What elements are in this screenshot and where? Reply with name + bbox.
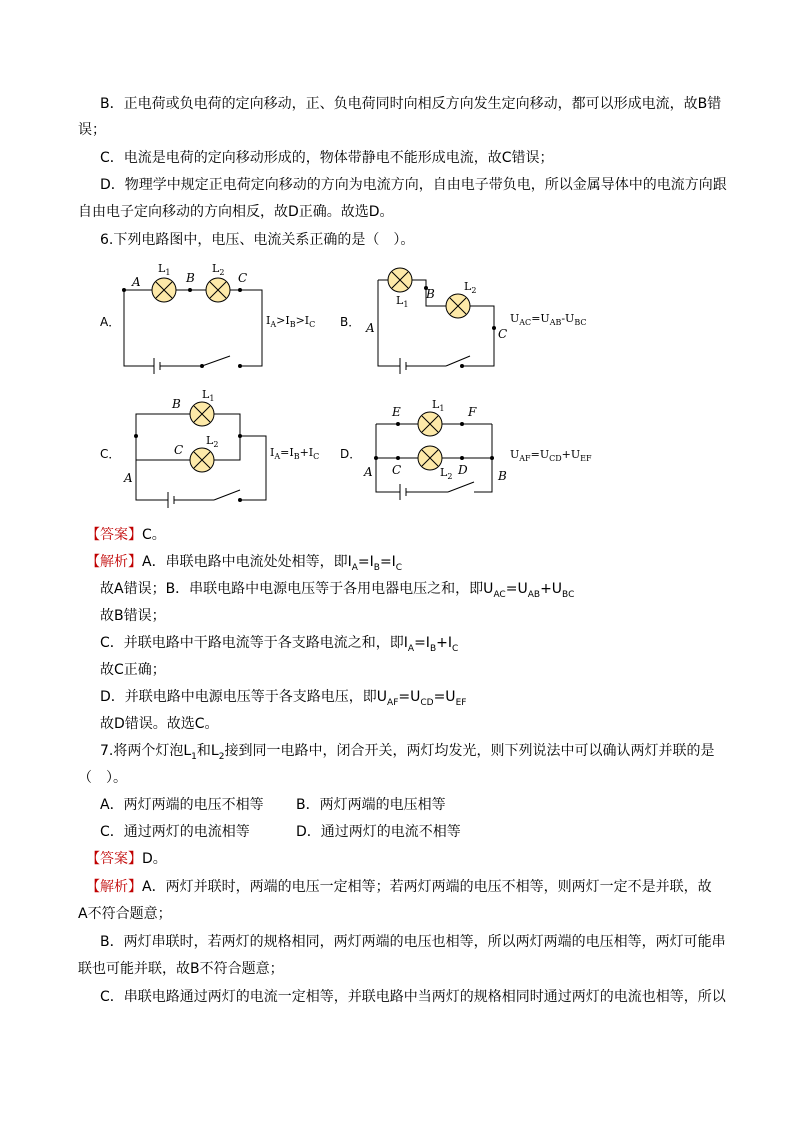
text: +U xyxy=(540,581,563,597)
answer-label: 【答案】 xyxy=(86,851,142,867)
text: 7.将两个灯泡L xyxy=(100,743,192,759)
text: =I xyxy=(379,554,396,570)
text: D．并联电路中电源电压等于各支路电压，即U xyxy=(100,689,388,705)
text: 6.下列电路图中，电压、电流关系正确的是（ ）。 xyxy=(100,232,415,248)
text: 故C正确； xyxy=(100,662,166,678)
text: +I xyxy=(436,635,452,651)
explanation-b-line-2 xyxy=(78,119,106,141)
analysis-7-b-line-1 xyxy=(100,931,726,953)
analysis-7-a-line-2 xyxy=(78,903,172,925)
relation: $I_A>I_B>I_C$ xyxy=(266,314,316,329)
analysis-label: 【解析】 xyxy=(86,879,142,895)
answer-value: C。 xyxy=(142,527,166,543)
analysis-7-c-line-1 xyxy=(100,986,726,1008)
point-a: A xyxy=(124,471,133,485)
lamp-label: $L_1$ xyxy=(396,294,409,309)
analysis-label: 【解析】 xyxy=(86,554,142,570)
point-c: C xyxy=(238,271,248,285)
subscript: C xyxy=(395,562,403,573)
text: A．两灯两端的电压不相等 xyxy=(100,797,264,813)
relation: $U_{AC}=U_{AB}-U_{BC}$ xyxy=(510,312,587,327)
circuit-c xyxy=(90,386,330,510)
subscript: AC xyxy=(493,589,506,600)
question-7 xyxy=(100,740,714,768)
text: 误； xyxy=(78,122,106,138)
text: 自由电子定向移动的方向相反，故D正确。故选D。 xyxy=(78,204,394,220)
text: （ ）。 xyxy=(78,770,127,786)
subscript: 1 xyxy=(191,751,197,762)
circuit-b xyxy=(334,262,594,376)
explanation-c-line xyxy=(100,147,554,169)
option-label: B． xyxy=(340,315,361,329)
text: 故D错误。故选C。 xyxy=(100,716,219,732)
text: =U xyxy=(433,689,456,705)
lamp-label: $L_2$ xyxy=(212,262,225,277)
lamp-label: $L_2$ xyxy=(206,434,219,449)
analysis-6-a xyxy=(86,551,402,579)
subscript: 2 xyxy=(218,751,225,762)
text: C．串联电路通过两灯的电流一定相等，并联电路中当两灯的规格相同时通过两灯的电流也相等，所以 xyxy=(100,989,726,1005)
subscript: B xyxy=(373,562,380,573)
subscript: A xyxy=(407,643,415,654)
option-label: A． xyxy=(100,315,121,329)
analysis-7-a-line-1 xyxy=(86,876,712,898)
explanation-d-line-2 xyxy=(78,201,394,223)
explanation-d-line-1 xyxy=(100,174,727,196)
answer-7 xyxy=(86,848,167,870)
point-a: A xyxy=(132,275,141,289)
analysis-6-conclusion xyxy=(100,713,219,735)
subscript: EF xyxy=(455,697,467,708)
q7-option-c xyxy=(100,821,250,843)
point-d: D xyxy=(458,463,468,477)
q7-option-b xyxy=(296,794,446,816)
question-6 xyxy=(100,229,414,251)
text: C．通过两灯的电流相等 xyxy=(100,824,250,840)
analysis-6-c xyxy=(100,632,458,660)
explanation-b-line-1 xyxy=(100,93,721,115)
option-label: C． xyxy=(100,447,121,461)
text: A不符合题意； xyxy=(78,906,172,922)
circuit-d xyxy=(334,396,594,500)
text: D．物理学中规定正电荷定向移动的方向为电流方向，自由电子带负电，所以金属导体中的电流方向跟 xyxy=(100,177,727,193)
text: 联也可能并联，故B不符合题意； xyxy=(78,961,284,977)
question-7-paren xyxy=(78,767,127,789)
analysis-7-b-line-2 xyxy=(78,958,284,980)
lamp-label: $L_1$ xyxy=(202,388,215,403)
lamp-label: $L_2$ xyxy=(464,280,477,295)
lamp-label: $L_1$ xyxy=(158,262,171,277)
text: 故B错误； xyxy=(100,608,166,624)
point-b: B xyxy=(186,271,195,285)
text: C．电流是电荷的定向移动形成的，物体带静电不能形成电流，故C错误； xyxy=(100,150,554,166)
point-e: E xyxy=(392,405,401,419)
text: C．并联电路中干路电流等于各支路电流之和，即I xyxy=(100,635,408,651)
relation: $I_A=I_B+I_C$ xyxy=(270,446,320,461)
answer-6 xyxy=(86,524,166,546)
text: =U xyxy=(398,689,421,705)
lamp-label: $L_1$ xyxy=(432,398,445,413)
text: A．串联电路中电流处处相等，即I xyxy=(142,554,352,570)
option-label: D． xyxy=(340,447,362,461)
answer-value: D。 xyxy=(142,851,167,867)
text: =I xyxy=(414,635,430,651)
text: B．正电荷或负电荷的定向移动，正、负电荷同时向相反方向发生定向移动，都可以形成电流，故B错 xyxy=(100,96,722,112)
subscript: B xyxy=(429,643,437,654)
text: B．两灯串联时，若两灯的规格相同，两灯两端的电压也相等，所以两灯两端的电压相等，两灯可能串 xyxy=(100,934,726,950)
point-c: C xyxy=(392,463,402,477)
point-a: A xyxy=(366,321,375,335)
text: =I xyxy=(357,554,374,570)
point-f: F xyxy=(468,405,477,419)
analysis-6-c-result xyxy=(100,659,166,681)
analysis-6-b xyxy=(100,578,574,606)
analysis-6-b-result xyxy=(100,605,166,627)
text: D．通过两灯的电流不相等 xyxy=(296,824,461,840)
q7-option-d xyxy=(296,821,461,843)
subscript: C xyxy=(451,643,459,654)
point-c: C xyxy=(174,443,184,457)
subscript: AB xyxy=(527,589,541,600)
point-b: B xyxy=(498,469,507,483)
point-b: B xyxy=(426,287,435,301)
subscript: CD xyxy=(420,697,434,708)
subscript: AF xyxy=(387,697,399,708)
text: 和L xyxy=(196,743,219,759)
text: 接到同一电路中，闭合开关，两灯均发光，则下列说法中可以确认两灯并联的是 xyxy=(224,743,715,759)
lamp-label: $L_2$ xyxy=(440,466,453,481)
text: A．两灯并联时，两端的电压一定相等；若两灯两端的电压不相等，则两灯一定不是并联，故 xyxy=(142,879,712,895)
answer-label: 【答案】 xyxy=(86,527,142,543)
subscript: BC xyxy=(562,589,575,600)
point-b: B xyxy=(172,397,181,411)
text: =U xyxy=(505,581,528,597)
q7-option-a xyxy=(100,794,264,816)
relation: $U_{AF}=U_{CD}+U_{EF}$ xyxy=(510,448,592,463)
text: B．两灯两端的电压相等 xyxy=(296,797,446,813)
subscript: A xyxy=(351,562,358,573)
point-a: A xyxy=(364,465,373,479)
point-c: C xyxy=(498,327,508,341)
analysis-6-d xyxy=(100,686,466,714)
circuit-a xyxy=(90,258,330,376)
text: 故A错误；B．串联电路中电源电压等于各用电器电压之和，即U xyxy=(100,581,494,597)
